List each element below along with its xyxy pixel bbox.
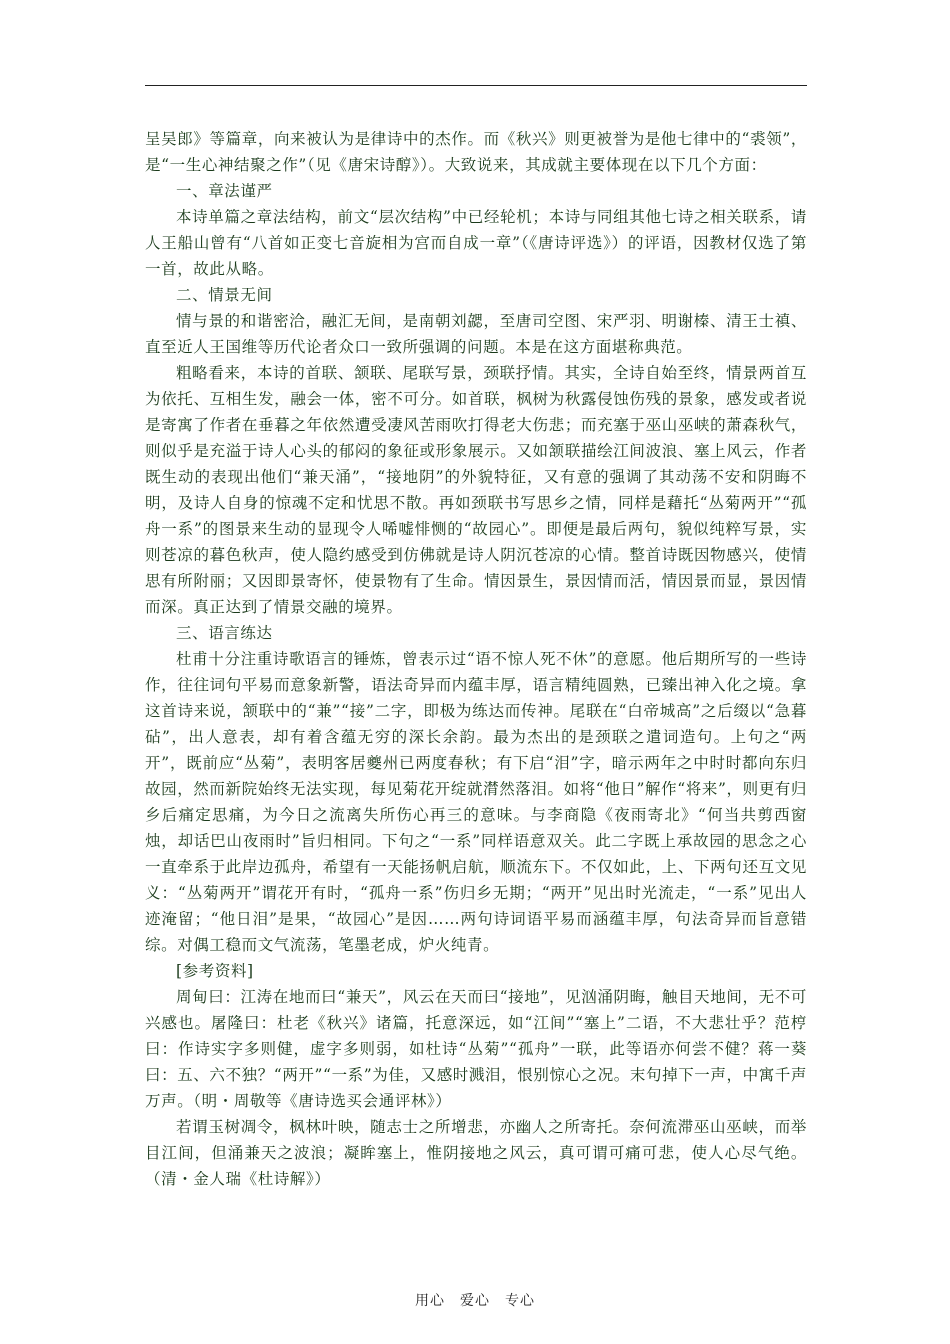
paragraph-language: 杜甫十分注重诗歌语言的锤炼，曾表示过“语不惊人死不休”的意愿。他后期所写的一些诗作，往往词句平易而意象新警，语法奇异而内蕴丰厚，语言精纯圆熟，已臻出神入化之境。拿这首诗来说，颔联中的“兼”“接”二字，即极为练达而传神。尾联在“白帝城高”之后缀以“急暮砧”，出人意表，却有着含蕴无穷的深长余韵。最为杰出的是颈联之遣词造句。上句之“两开”，既前应“丛菊”，表明客居夔州已两度春秋；有下启“泪”字，暗示两年之中时时都向东归故园，然而新院始终无法实现，每见菊花开绽就潸然落泪。如将“他日”解作“将来”，则更有归乡后痛定思痛，为今日之流离失所伤心再三的意味。与李商隐《夜雨寄北》“何当共剪西窗烛，却话巴山夜雨时”旨归相同。下句之“一系”同样语意双关。此二字既上承故园的思念之心一直牵系于此岸边孤舟，希望有一天能扬帆启航，顺流东下。不仅如此，上、下两句还互文见义：“丛菊两开”谓花开有时，“孤舟一系”伤归乡无期；“两开”见出时光流走，“一系”见出人迹淹留；“他日泪”是果，“故园心”是因……两句诗词语平易而涵蕴丰厚，句法奇异而旨意错综。对偶工稳而文气流荡，笔墨老成，炉火纯青。 xyxy=(145,650,807,954)
paragraph-structure: 本诗单篇之章法结构，前文“层次结构”中已经轮机；本诗与同组其他七诗之相关联系，请人王船山曾有“八首如正变七音旋相为宫而自成一章”（《唐诗评选》）的评语，因教材仅选了第一首，故此从略。 xyxy=(145,208,807,278)
section-heading-scene-emotion: 二、情景无间 xyxy=(176,286,273,304)
paragraph-reference-2: 若谓玉树凋令，枫林叶映，随志士之所增悲，亦幽人之所寄托。奈何流滞巫山巫峡，而举目江间，但涌兼天之波浪；凝眸塞上，惟阴接地之风云，真可谓可痛可悲，使人心尽气绝。（清・金人瑞《杜诗解》） xyxy=(145,1118,807,1188)
paragraph-scene-emotion-1: 情与景的和谐密洽，融汇无间，是南朝刘勰，至唐司空图、宋严羽、明谢榛、清王士禛、直至近人王国维等历代论者众口一致所强调的问题。本是在这方面堪称典范。 xyxy=(145,312,807,356)
section-heading-references: [参考资料] xyxy=(176,962,254,980)
section-heading-structure: 一、章法谨严 xyxy=(176,182,273,200)
document-body xyxy=(145,126,807,1192)
header-rule xyxy=(145,85,807,86)
paragraph-reference-1: 周甸曰：江涛在地而曰“兼天”，风云在天而曰“接地”，见汹涌阴晦，触目天地间，无不可兴感也。屠隆曰：杜老《秋兴》诸篇，托意深远，如“江间”“塞上”二语，不大悲壮乎？范梈曰：作诗实字多则健，虚字多则弱，如杜诗“丛菊”“孤舟”一联，此等语亦何尝不健？蒋一葵曰：五、六不独？“两开”“一系”为佳，又感时溅泪，恨别惊心之况。末句掉下一声，中寓千声万声。（明・周敬等《唐诗选买会通评林》） xyxy=(145,988,807,1110)
page-footer: 用心 爱心 专心 xyxy=(415,1293,535,1309)
intro-paragraph: 呈吴郎》等篇章，向来被认为是律诗中的杰作。而《秋兴》则更被誉为是他七律中的“裘领”，是“一生心神结聚之作”（见《唐宋诗醇》）。大致说来，其成就主要体现在以下几个方面： xyxy=(145,130,807,174)
paragraph-scene-emotion-2: 粗略看来，本诗的首联、颔联、尾联写景，颈联抒情。其实，全诗自始至终，情景两首互为依托、互相生发，融会一体，密不可分。如首联，枫树为秋露侵蚀伤残的景象，感发或者说是寄寓了作者在垂暮之年依然遭受凄风苦雨吹打得老大伤悲；而充塞于巫山巫峡的萧森秋气，则似乎是充溢于诗人心头的郁闷的象征或形象展示。又如颔联描绘江间波浪、塞上风云，作者既生动的表现出他们“兼天涌”，“接地阴”的外貌特征，又有意的强调了其动荡不安和阴晦不明，及诗人自身的惊魂不定和忧思不散。再如颈联书写思乡之情，同样是藉托“丛菊两开”“孤舟一系”的图景来生动的显现令人唏嘘悱恻的“故园心”。即便是最后两句，貌似纯粹写景，实则苍凉的暮色秋声，使人隐约感受到仿佛就是诗人阴沉苍凉的心情。整首诗既因物感兴，使情思有所附丽；又因即景寄怀，使景物有了生命。情因景生，景因情而活，情因景而显，景因情而深。真正达到了情景交融的境界。 xyxy=(145,364,807,616)
section-heading-language: 三、语言练达 xyxy=(176,624,273,642)
